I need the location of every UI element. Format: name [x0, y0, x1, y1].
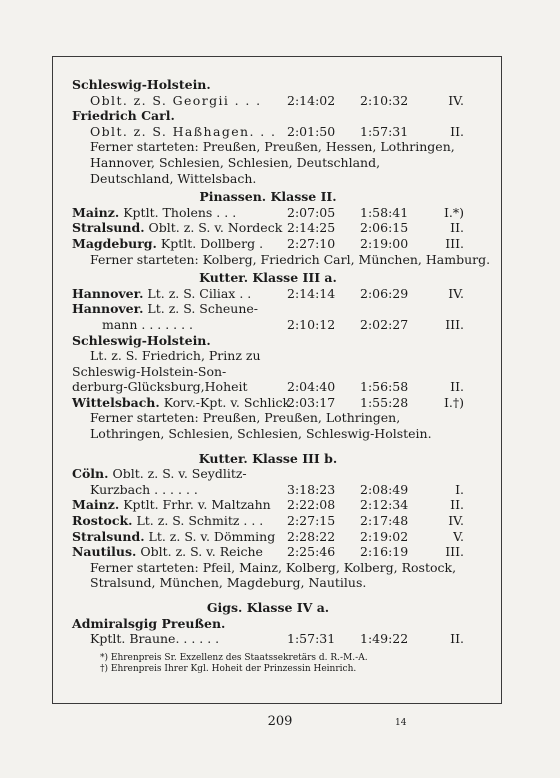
time-raw: 3:18:23 [287, 481, 336, 497]
entrant: Lt. z. S. Friedrich, Prinz zu [90, 348, 261, 364]
ship-name: Stralsund. [72, 528, 145, 544]
result-row [72, 379, 464, 395]
entrant: Lt. z. S. Schmitz . . . [136, 513, 264, 529]
time-raw: 2:01:50 [287, 123, 336, 139]
also-started: Ferner starteten: Pfeil, Mainz, Kolberg, Kolberg, Rostock, Stralsund, München, Magdeburg, Nautilus. [90, 559, 457, 591]
place: II. [450, 220, 464, 236]
entrant: Oblt. z. S. v. Reiche [140, 544, 263, 560]
place: II. [450, 379, 464, 395]
result-row [72, 286, 464, 302]
entrant: Lt. z. S. Ciliax . . [147, 285, 252, 301]
result-row [72, 124, 464, 140]
time-raw: 2:28:22 [287, 528, 336, 544]
page-number: 209 [267, 714, 293, 729]
ship-name: Cöln. [72, 466, 109, 482]
ship-name: Wittelsbach. [72, 394, 160, 410]
time-raw: 2:22:08 [287, 497, 336, 513]
class-heading: Gigs. Klasse IV a. [206, 600, 330, 615]
result-row [72, 544, 464, 560]
time-corrected: 1:57:31 [360, 123, 409, 139]
ship-name: Mainz. [72, 204, 120, 220]
result-row [72, 513, 464, 529]
place: II. [450, 497, 464, 513]
entrant: Kptlt. Frhr. v. Maltzahn [123, 497, 271, 513]
place: IV. [448, 92, 464, 108]
ship-name: Rostock. [72, 513, 133, 529]
result-row [72, 395, 464, 411]
place: I.*) [443, 204, 464, 220]
ship-name: Stralsund. [72, 220, 145, 236]
ship-name: Hannover. [72, 301, 144, 317]
result-row [72, 482, 464, 498]
result-row [72, 93, 464, 109]
result-row [72, 220, 464, 236]
time-raw: 2:14:02 [287, 92, 336, 108]
result-row [72, 301, 464, 317]
time-raw: 1:57:31 [287, 631, 336, 647]
time-raw: 2:27:15 [287, 513, 336, 529]
footnote: *) Ehrenpreis Sr. Exzellenz des Staatssekretärs d. R.-M.-A. [100, 652, 368, 663]
place: I.†) [443, 394, 464, 410]
entrant: Oblt. z. S. v. Seydlitz- [112, 466, 247, 482]
time-corrected: 2:06:29 [360, 285, 409, 301]
also-started: Ferner starteten: Preußen, Preußen, Hessen, Lothringen, Hannover, Schlesien, Schlesien, Deutschland, Deutschland, Wittelsbach. [90, 139, 455, 186]
result-row [72, 529, 464, 545]
time-raw: 2:07:05 [287, 204, 336, 220]
time-raw: 2:04:40 [287, 379, 336, 395]
time-corrected: 2:08:49 [360, 481, 409, 497]
time-corrected: 1:49:22 [360, 631, 409, 647]
time-raw: 2:27:10 [287, 235, 336, 251]
time-corrected: 2:19:00 [360, 235, 409, 251]
result-row [72, 236, 464, 252]
time-raw: 2:10:12 [287, 316, 336, 332]
also-started: Ferner starteten: Kolberg, Friedrich Carl, München, Hamburg. [90, 251, 491, 267]
entrant: Lt. z. S. Scheune- [147, 301, 259, 317]
time-raw: 2:03:17 [287, 394, 336, 410]
result-row [72, 205, 464, 221]
ship-name: Admiralsgig Preußen. [72, 615, 226, 631]
ship-name: Hannover. [72, 285, 144, 301]
ship-name: Friedrich Carl. [72, 108, 175, 124]
ship-name: Schleswig-Holstein. [72, 77, 211, 92]
time-corrected: 2:02:27 [360, 316, 409, 332]
time-raw: 2:14:14 [287, 285, 336, 301]
place: III. [445, 544, 464, 560]
place: II. [450, 631, 464, 647]
footnote: †) Ehrenpreis Ihrer Kgl. Hoheit der Prinzessin Heinrich. [100, 664, 357, 675]
entrant: Kptlt. Braune. . . . . . [90, 631, 220, 647]
entrant-cont: Schleswig-Holstein-Son- [72, 363, 227, 379]
ship-name: Nautilus. [72, 544, 137, 560]
entrant: Oblt. z. S. Haßhagen. . . [90, 123, 277, 139]
entrant: Kptlt. Tholens . . . [123, 204, 237, 220]
entrant: Korv.-Kpt. v. Schlick [163, 394, 291, 410]
entrant-cont: derburg-Glücksburg,Hoheit [72, 379, 248, 395]
time-corrected: 2:06:15 [360, 220, 409, 236]
ship-name: Magdeburg. [72, 235, 157, 251]
time-corrected: 1:58:41 [360, 204, 409, 220]
time-corrected: 2:17:48 [360, 513, 409, 529]
result-row [72, 466, 464, 482]
time-corrected: 2:12:34 [360, 497, 409, 513]
ship-name: Mainz. [72, 497, 120, 513]
entrant: Kptlt. Dollberg . [160, 235, 264, 251]
place: III. [445, 235, 464, 251]
entrant: Lt. z. S. v. Dömming [148, 528, 276, 544]
time-corrected: 1:55:28 [360, 394, 409, 410]
time-raw: 2:25:46 [287, 544, 336, 560]
entrant-cont: mann . . . . . . . [102, 316, 194, 332]
result-row [72, 631, 464, 647]
time-corrected: 2:10:32 [360, 92, 409, 108]
class-heading: Kutter. Klasse III a. [199, 270, 337, 286]
time-corrected: 1:56:58 [360, 379, 409, 395]
also-started: Ferner starteten: Preußen, Preußen, Lothringen, Lothringen, Schlesien, Schlesien, Schleswig-Holstein. [90, 410, 432, 442]
place: IV. [448, 513, 464, 529]
signature-mark: 14 [395, 718, 407, 728]
place: IV. [448, 285, 464, 301]
class-heading: Pinassen. Klasse II. [199, 189, 337, 205]
result-row [72, 317, 464, 333]
place: V. [453, 528, 464, 544]
place: III. [445, 316, 464, 332]
place: I. [455, 481, 464, 497]
ship-name: Schleswig-Holstein. [72, 332, 211, 348]
entrant: Oblt. z. S. v. Nordeck [148, 220, 283, 236]
results-text [72, 77, 491, 676]
time-corrected: 2:19:02 [360, 528, 409, 544]
time-corrected: 2:16:19 [360, 544, 409, 560]
time-raw: 2:14:25 [287, 220, 336, 236]
entrant: Oblt. z. S. Georgii . . . [90, 92, 262, 108]
class-heading: Kutter. Klasse III b. [198, 450, 338, 466]
entrant-cont: Kurzbach . . . . . . [90, 481, 198, 497]
place: II. [450, 123, 464, 139]
result-row [72, 497, 464, 513]
